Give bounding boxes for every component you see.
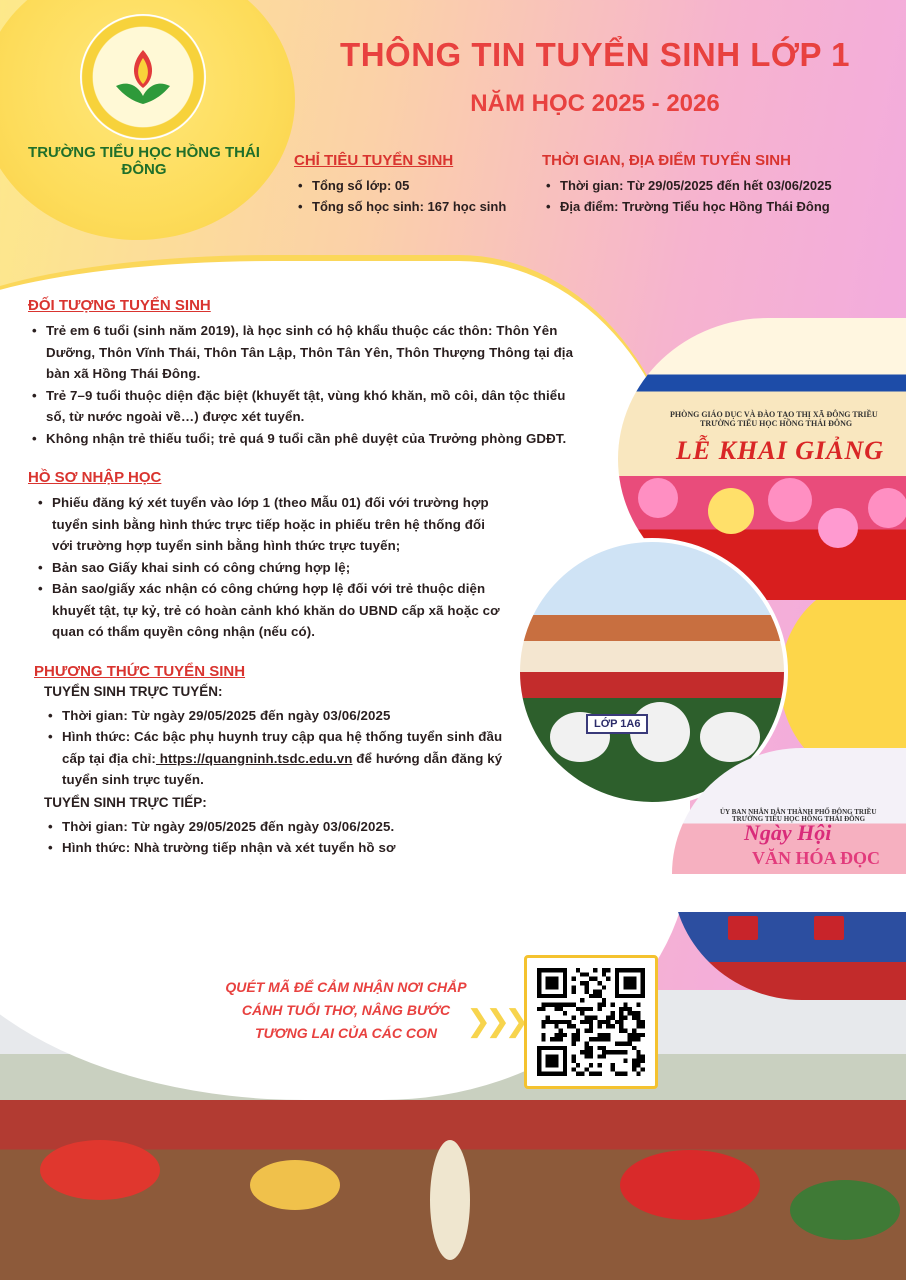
arrow-right-icon: ❯❯❯ (466, 1004, 524, 1039)
enrollment-link[interactable]: https://quangninh.tsdc.edu.vn (155, 750, 353, 766)
documents-item: • Bản sao Giấy khai sinh có công chứng hợp lệ; (34, 557, 504, 579)
direct-heading: TUYỂN SINH TRỰC TIẾP: (44, 794, 207, 810)
school-logo (80, 14, 206, 140)
time-place-item: • Thời gian: Từ 29/05/2025 đến hết 03/06/2025 (542, 175, 902, 196)
quota-item: • Tổng số học sinh: 167 học sinh (294, 196, 539, 217)
photo-banner-title: LỄ KHAI GIẢNG (676, 436, 885, 465)
method-heading: PHƯƠNG THỨC TUYỂN SINH (34, 662, 246, 680)
online-form-text: để hướng dẫn đăng ký tuyển sinh trực tuyến. (62, 750, 503, 787)
documents-item: • Phiếu đăng ký xét tuyển vào lớp 1 (theo Mẫu 01) đối với trường hợp tuyển sinh bằng hình thức trực tiếp hoặc in phiếu trên hệ thống đối với trường hợp tuyển sinh bằng hình thức trực tuyến; (34, 492, 504, 557)
online-form-text: Hình thức: Các bậc phụ huynh truy cập qua hệ thống tuyển sinh đầu cấp tại địa chỉ: (62, 729, 503, 766)
direct-time: • Thời gian: Từ ngày 29/05/2025 đến ngày 03/06/2025. (44, 816, 514, 838)
direct-form: • Hình thức: Nhà trường tiếp nhận và xét tuyển hồ sơ (44, 837, 514, 859)
page-title: THÔNG TIN TUYỂN SINH LỚP 1 (340, 36, 850, 73)
qr-code[interactable] (524, 955, 658, 1089)
main-content (28, 297, 588, 879)
photo-caption: PHÒNG GIÁO DỤC VÀ ĐÀO TẠO THỊ XÃ ĐÔNG TRIỀU (670, 410, 878, 419)
photo-banner-title: Ngày Hội (744, 820, 832, 845)
quota-section (294, 152, 539, 217)
school-name: TRƯỜNG TIỂU HỌC HỒNG THÁI ĐÔNG (28, 144, 260, 178)
documents-heading: HỒ SƠ NHẬP HỌC (28, 469, 162, 486)
eligibility-section (28, 297, 588, 449)
online-heading: TUYỂN SINH TRỰC TUYẾN: (44, 683, 223, 699)
eligibility-item: • Trẻ em 6 tuổi (sinh năm 2019), là học sinh có hộ khẩu thuộc các thôn: Thôn Yên Dưỡng, Thôn Vĩnh Thái, Thôn Tân Lập, Thôn Tân Yên, Thôn Thượng Thông tại địa bàn xã Hồng Thái Đông. (28, 320, 588, 385)
photo-caption: TRƯỜNG TIỂU HỌC HỒNG THÁI ĐÔNG (732, 815, 866, 823)
logo-emblem-icon (108, 42, 178, 112)
eligibility-item: • Không nhận trẻ thiếu tuổi; trẻ quá 9 tuổi cần phê duyệt của Trưởng phòng GDĐT. (28, 428, 588, 450)
page-subtitle: NĂM HỌC 2025 - 2026 (470, 90, 720, 117)
eligibility-heading: ĐỐI TƯỢNG TUYỂN SINH (28, 297, 211, 314)
online-time: • Thời gian: Từ ngày 29/05/2025 đến ngày 03/06/2025 (44, 705, 514, 727)
time-place-section (542, 152, 902, 217)
photo-banner-subtitle: VĂN HÓA ĐỌC (752, 848, 881, 868)
qr-call-to-action: QUÉT MÃ ĐỂ CẢM NHẬN NƠI CHẮP CÁNH TUỔI THƠ, NÂNG BƯỚC TƯƠNG LAI CỦA CÁC CON (225, 979, 467, 1041)
eligibility-item: • Trẻ 7–9 tuổi thuộc diện đặc biệt (khuyết tật, vùng khó khăn, mồ côi, dân tộc thiểu số, từ nước ngoài về…) được xét tuyển. (28, 385, 588, 428)
online-form (44, 726, 514, 791)
photo-caption: ỦY BAN NHÂN DÂN THÀNH PHỐ ĐÔNG TRIỀU (720, 808, 877, 816)
qr-code-icon (537, 968, 645, 1076)
photo-caption: TRƯỜNG TIỂU HỌC HỒNG THÁI ĐÔNG (700, 419, 853, 428)
documents-item: • Bản sao/giấy xác nhận có công chứng hợp lệ đối với trẻ thuộc diện khuyết tật, tự kỷ, trẻ có hoàn cảnh khó khăn do UBND cấp xã hoặc cơ quan có thẩm quyền công nhận (nếu có). (34, 578, 504, 643)
method-section (34, 663, 514, 859)
quota-item: • Tổng số lớp: 05 (294, 175, 539, 196)
quota-heading: CHỈ TIÊU TUYỂN SINH (294, 152, 454, 169)
time-place-heading: THỜI GIAN, ĐỊA ĐIỂM TUYỂN SINH (542, 152, 791, 169)
documents-section (28, 469, 588, 643)
class-sign: LỚP 1A6 (586, 714, 648, 734)
time-place-item: • Địa điểm: Trường Tiểu học Hồng Thái Đông (542, 196, 902, 217)
